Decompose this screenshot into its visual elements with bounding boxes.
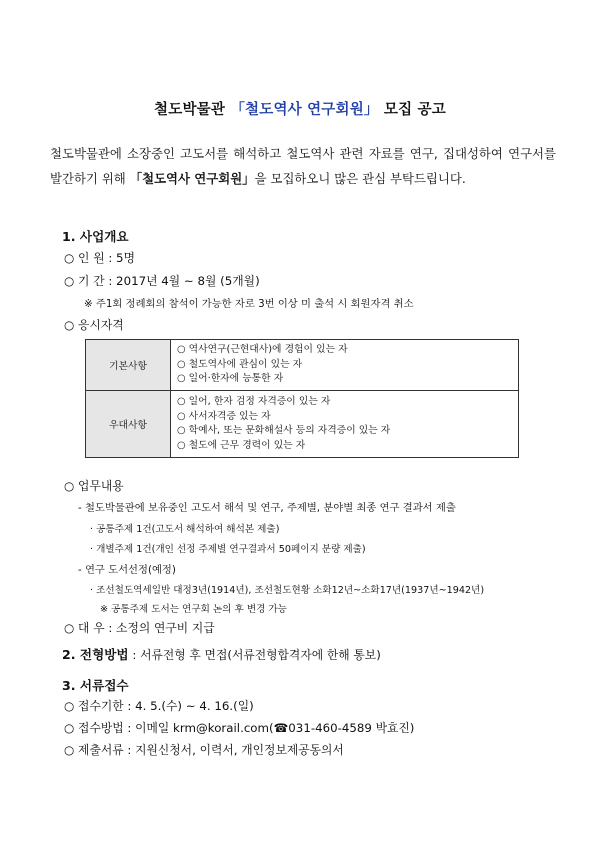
title-prefix: 철도박물관 [154,102,231,118]
documents-line: ○ 제출서류 : 지원신청서, 이력서, 개인정보제공동의서 [64,743,344,757]
duty-1a: · 공통주제 1건(고도서 해석하여 해석본 제출) [90,524,280,535]
duty-2a: · 조선철도역세일반 대정3년(1914년), 조선철도현황 소화12년~소화17년(1937년~1942년) [90,585,485,596]
section-1-heading: 1. 사업개요 [62,229,129,244]
duty-2-note: ※ 공통주제 도서는 연구회 논의 후 변경 가능 [100,604,287,615]
list-item: ○ 철도에 근무 경력이 있는 자 [177,439,306,451]
qualification-line: ○ 응시자격 [64,318,124,332]
basic-label: 기본사항 [86,340,171,391]
title-suffix: 모집 공고 [378,102,446,118]
list-item: ○ 일어·한자에 능통한 자 [177,373,284,385]
list-item: ○ 일어, 한자 검정 자격증이 있는 자 [177,396,331,407]
table-row [86,340,519,391]
page-title [0,98,600,119]
section-2-text: : 서류전형 후 면접(서류전형합격자에 한해 통보) [128,648,381,662]
qualification-table [85,339,519,458]
title-highlight: 「철도역사 연구회원」 [230,102,379,118]
table-row [86,391,519,458]
treatment-line: ○ 대 우 : 소정의 연구비 지급 [64,621,215,635]
duty-2: - 연구 도서선정(예정) [78,564,176,576]
basic-items [171,340,519,391]
personnel-line: ○ 인 원 : 5명 [64,251,135,265]
list-item: ○ 철도역사에 관심이 있는 자 [177,358,303,370]
deadline-line: ○ 접수기한 : 4. 5.(수) ~ 4. 16.(일) [64,699,254,713]
section-3-heading: 3. 서류접수 [62,678,129,693]
intro-text-1: 철도박물관에 소장중인 고도서를 해석하고 철도역사 관련 자료를 연구, 집대성하여 연구서를 발간하기 위해 [50,146,556,186]
section-2 [62,644,381,663]
list-item: ○ 사서자격증 있는 자 [177,410,271,422]
period-note: ※ 주1회 정례회의 참석이 가능한 자로 3번 이상 미 출석 시 회원자격 취소 [84,298,414,310]
intro-paragraph [50,142,556,191]
intro-text-2: 을 모집하오니 많은 관심 부탁드립니다. [254,170,466,186]
preferred-items [171,391,519,458]
intro-bold: 「철도역사 연구회원」 [129,170,255,186]
list-item: ○ 역사연구(근현대사)에 경험이 있는 자 [177,344,348,356]
method-line: ○ 접수방법 : 이메일 krm@korail.com(☎031-460-4589 박효진) [64,721,415,735]
section-2-heading: 2. 전형방법 [62,647,129,662]
duty-1: - 철도박물관에 보유중인 고도서 해석 및 연구, 주제별, 분야별 최종 연구 결과서 제출 [78,502,456,514]
preferred-label: 우대사항 [86,391,171,458]
duty-1b: · 개별주제 1건(개인 선정 주제별 연구결과서 50페이지 분량 제출) [90,544,366,555]
list-item: ○ 학예사, 또는 문화해설사 등의 자격증이 있는 자 [177,425,391,436]
period-line: ○ 기 간 : 2017년 4월 ~ 8월 (5개월) [64,274,260,288]
duties-line: ○ 업무내용 [64,479,124,493]
